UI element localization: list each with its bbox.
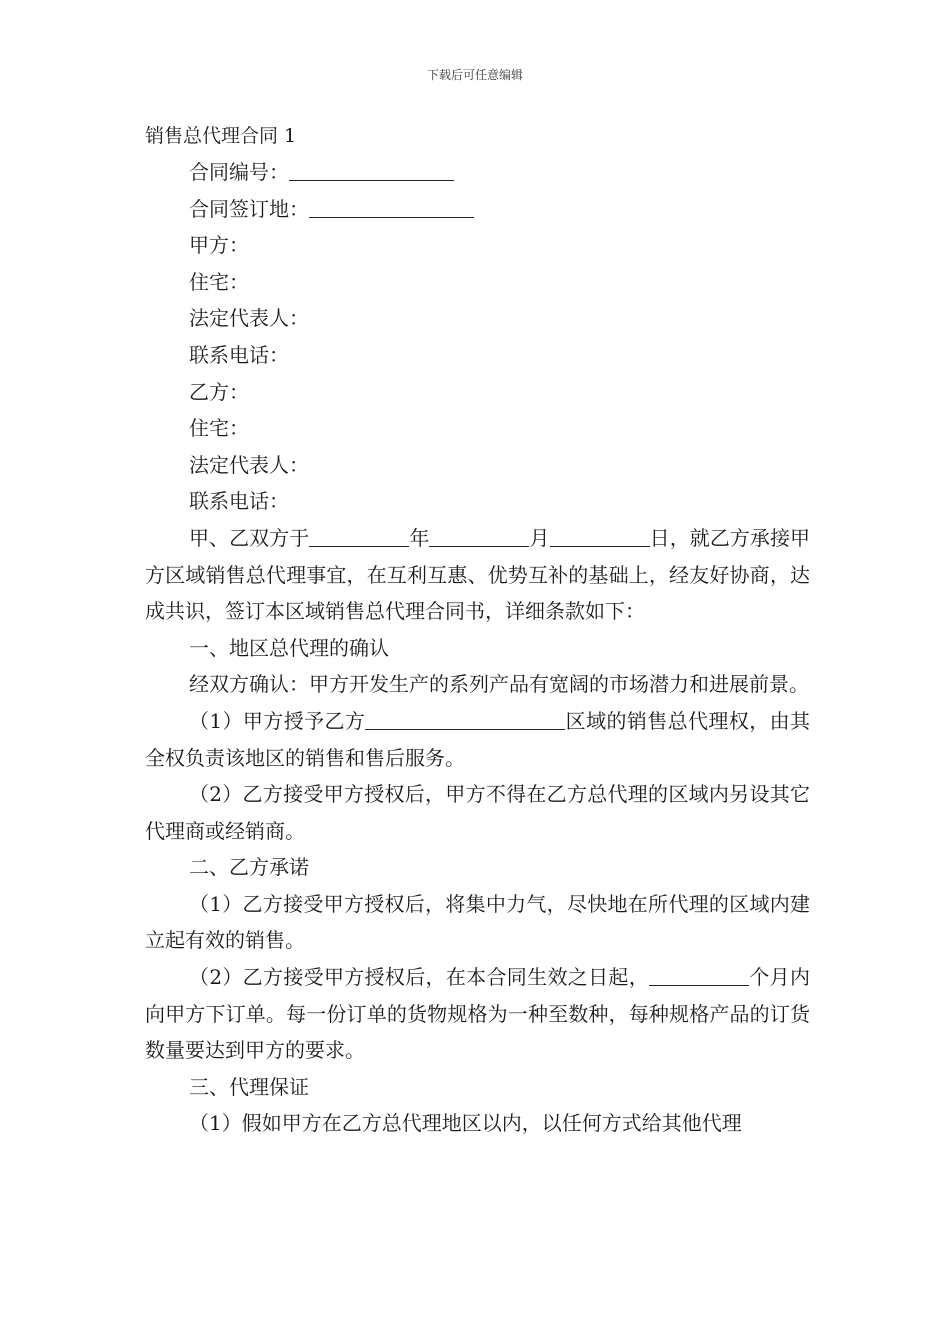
contract-no-line — [145, 154, 810, 191]
section-1-item-1-text-a: （1）甲方授予乙方 — [189, 708, 366, 733]
party-a-phone: 联系电话： — [189, 342, 289, 367]
party-a-legal-rep: 法定代表人： — [189, 306, 309, 331]
section-3-item-1: （1）假如甲方在乙方总代理地区以内，以任何方式给其他代理 — [189, 1111, 742, 1136]
section-1-heading: 一、地区总代理的确认 — [189, 635, 389, 660]
contract-title: 销售总代理合同 1 — [145, 125, 297, 147]
contract-no-blank — [289, 158, 454, 181]
section-2-item-2-text-b: 个月内向甲方下订单。每一份订单的货物规格为一种至数种，每种规格产品的订货数量要达到甲方的要求。 — [145, 965, 811, 1063]
region-blank — [365, 707, 565, 730]
section-2-item-2 — [145, 959, 810, 1069]
party-b-label: 乙方： — [189, 379, 249, 404]
year-label: 年 — [409, 525, 430, 550]
section-1-item-2: （2）乙方接受甲方授权后，甲方不得在乙方总代理的区域内另设其它代理商或经销商。 — [145, 782, 810, 843]
contract-document — [145, 118, 810, 1142]
sign-place-label: 合同签订地： — [189, 196, 309, 221]
intro-paragraph — [145, 520, 810, 630]
section-1-item-1-text-b: 区域的销售总代理权，由其全权负责该地区的销售和售后服务。 — [145, 708, 811, 770]
contract-no-label: 合同编号： — [189, 160, 289, 184]
months-blank — [649, 963, 749, 986]
year-blank — [309, 524, 409, 547]
section-1-paragraph: 经双方确认：甲方开发生产的系列产品有宽阔的市场潜力和进展前景。 — [189, 672, 809, 697]
section-2-heading: 二、乙方承诺 — [189, 855, 309, 880]
party-b-phone: 联系电话： — [189, 489, 289, 514]
month-blank — [429, 524, 529, 547]
month-label: 月 — [529, 525, 550, 550]
party-b-legal-rep: 法定代表人： — [189, 452, 309, 477]
intro-text-1: 甲、乙双方于 — [189, 525, 310, 550]
page-header: 下载后可任意编辑 — [426, 68, 523, 82]
party-a-address: 住宅： — [189, 269, 249, 294]
section-2-item-2-text-a: （2）乙方接受甲方授权后，在本合同生效之日起， — [189, 965, 650, 990]
intro-text-2: 日，就乙方承接甲方区域销售总代理事宜，在互利互惠、优势互补的基础上，经友好协商，达成共识，签订本区域销售总代理合同书，详细条款如下： — [145, 525, 811, 624]
day-blank — [550, 524, 650, 547]
sign-place-line — [145, 191, 810, 228]
party-a-label: 甲方： — [189, 233, 249, 258]
section-1-item-1 — [145, 703, 810, 776]
section-2-item-1: （1）乙方接受甲方授权后，将集中力气，尽快地在所代理的区域内建立起有效的销售。 — [145, 891, 810, 953]
sign-place-blank — [309, 195, 474, 218]
party-b-address: 住宅： — [189, 416, 249, 441]
section-3-heading: 三、代理保证 — [189, 1074, 309, 1099]
